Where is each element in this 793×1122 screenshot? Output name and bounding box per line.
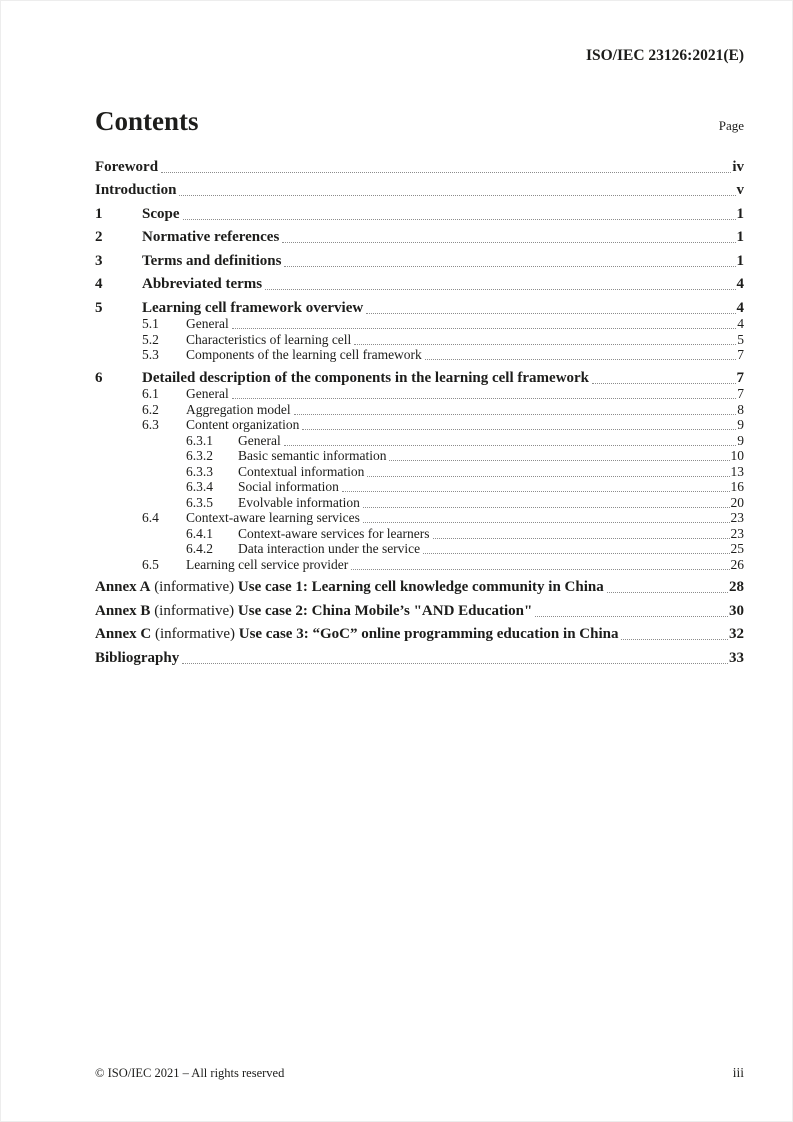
toc-entry-number: 6.3.4 bbox=[186, 479, 213, 494]
contents-header bbox=[95, 107, 744, 135]
toc-entry bbox=[95, 449, 744, 465]
toc-entry-title: Use case 2: China Mobile’s "AND Education" bbox=[237, 602, 533, 619]
contents-title: Contents bbox=[95, 106, 199, 136]
leader-dots bbox=[183, 219, 736, 220]
toc-entry-page: 26 bbox=[730, 556, 744, 572]
toc-entry-page: 9 bbox=[737, 417, 744, 432]
toc-entry-page: 4 bbox=[736, 299, 744, 316]
toc-entry-annex-id: Annex A bbox=[95, 579, 151, 595]
toc-entry-title: Learning cell framework overview bbox=[142, 299, 364, 316]
toc-entry-page: 23 bbox=[730, 525, 744, 541]
toc-entry-number: 6 bbox=[95, 369, 103, 386]
toc-entry-title: Contextual information bbox=[238, 463, 365, 479]
toc-entry-number: 6.3.3 bbox=[186, 463, 213, 479]
toc-entry bbox=[95, 231, 744, 247]
toc-entry-page: 7 bbox=[737, 386, 744, 401]
leader-dots bbox=[592, 383, 735, 384]
toc-entry-number: 6.2 bbox=[142, 401, 159, 417]
toc-entry-page: 10 bbox=[730, 448, 744, 463]
leader-dots bbox=[363, 522, 730, 523]
toc-entry-page: 13 bbox=[730, 463, 744, 479]
toc-entry-title: Learning cell service provider bbox=[186, 556, 349, 572]
toc-entry-page: 30 bbox=[729, 602, 744, 619]
toc-entry-title: Normative references bbox=[142, 229, 280, 245]
leader-dots bbox=[354, 344, 736, 345]
leader-dots bbox=[284, 266, 735, 267]
toc-entry-annex-kind: (informative) bbox=[151, 626, 239, 642]
leader-dots bbox=[535, 616, 728, 617]
page-column-label: Page bbox=[718, 118, 744, 133]
toc-entry bbox=[95, 371, 744, 387]
leader-dots bbox=[182, 663, 728, 664]
toc-entry-title: Components of the learning cell framework bbox=[186, 347, 422, 362]
leader-dots bbox=[282, 242, 735, 243]
leader-dots bbox=[433, 538, 730, 539]
toc-entry-page: 1 bbox=[736, 229, 744, 245]
toc-entry-title: General bbox=[186, 386, 229, 401]
leader-dots bbox=[302, 429, 736, 430]
toc-entry-page: 1 bbox=[736, 205, 744, 222]
leader-dots bbox=[425, 359, 736, 360]
toc-entry-annex-kind: (informative) bbox=[150, 579, 238, 595]
toc-entry-page: 28 bbox=[729, 579, 744, 595]
toc-entry-title: Social information bbox=[238, 479, 339, 494]
toc-entry-page: 4 bbox=[736, 276, 744, 292]
toc-entry bbox=[95, 332, 744, 348]
toc-entry-page: 4 bbox=[737, 316, 744, 331]
toc-entry-number: 6.1 bbox=[142, 386, 159, 401]
toc-entry-title: Terms and definitions bbox=[142, 252, 282, 269]
toc-entry bbox=[95, 464, 744, 480]
toc-entry bbox=[95, 348, 744, 364]
toc-entry bbox=[95, 651, 744, 667]
copyright-notice: © ISO/IEC 2021 – All rights reserved bbox=[95, 1066, 285, 1080]
toc-entry-title: Content organization bbox=[186, 417, 300, 432]
toc-entry-number: 4 bbox=[95, 276, 103, 292]
toc-entry-title: Bibliography bbox=[95, 649, 180, 666]
toc-entry-title: Use case 3: “GoC” online programming education in China bbox=[238, 626, 619, 642]
toc-entry-page: 7 bbox=[737, 347, 744, 362]
toc-entry-number: 3 bbox=[95, 252, 103, 269]
toc-entry bbox=[95, 317, 744, 333]
toc-entry-page: 9 bbox=[737, 432, 744, 448]
toc-entry-page: 5 bbox=[737, 331, 744, 347]
toc-entry-title: Basic semantic information bbox=[238, 448, 387, 463]
toc-entry-title: Detailed description of the components in the learning cell framework bbox=[142, 369, 590, 386]
toc-entry bbox=[95, 160, 744, 176]
toc-entry-title: General bbox=[238, 432, 281, 448]
toc-entry-title: Scope bbox=[142, 205, 180, 222]
toc-entry-number: 6.3.5 bbox=[186, 494, 213, 510]
toc-entry-number: 6.3.2 bbox=[186, 448, 213, 463]
toc-entry-title: Context-aware services for learners bbox=[238, 525, 430, 541]
document-reference: ISO/IEC 23126:2021(E) bbox=[585, 47, 744, 64]
toc-entry bbox=[95, 581, 744, 597]
toc-entry-number: 5 bbox=[95, 299, 103, 316]
toc-entry bbox=[95, 301, 744, 317]
leader-dots bbox=[284, 445, 737, 446]
toc-entry-title: General bbox=[186, 316, 229, 331]
toc-entry-page: 1 bbox=[736, 252, 744, 269]
leader-dots bbox=[232, 398, 737, 399]
leader-dots bbox=[294, 414, 737, 415]
toc-entry-number: 6.4 bbox=[142, 510, 159, 525]
toc-entry bbox=[95, 418, 744, 434]
toc-entry-number: 5.2 bbox=[142, 331, 159, 347]
toc-entry bbox=[95, 604, 744, 620]
toc-entry-title: Use case 1: Learning cell knowledge community in China bbox=[237, 579, 604, 595]
toc-entry-title: Introduction bbox=[95, 182, 177, 198]
toc-entry-page: 7 bbox=[736, 369, 744, 386]
toc-entry-title: Foreword bbox=[95, 158, 159, 175]
toc-entry bbox=[95, 433, 744, 449]
folio-page-number: iii bbox=[732, 1065, 744, 1080]
toc-entry bbox=[95, 254, 744, 270]
toc-entry-page: 23 bbox=[730, 510, 744, 525]
toc-entry bbox=[95, 526, 744, 542]
leader-dots bbox=[389, 460, 729, 461]
toc-entry bbox=[95, 511, 744, 527]
toc-entry-title: Aggregation model bbox=[186, 401, 291, 417]
leader-dots bbox=[265, 289, 735, 290]
toc-entry-page: 25 bbox=[730, 541, 744, 556]
toc-entry bbox=[95, 480, 744, 496]
toc-entry-title: Evolvable information bbox=[238, 494, 360, 510]
toc-entry-annex-id: Annex B bbox=[95, 602, 151, 619]
leader-dots bbox=[366, 313, 735, 314]
leader-dots bbox=[607, 592, 728, 593]
toc-entry-number: 6.3.1 bbox=[186, 432, 213, 448]
toc-entry-page: 16 bbox=[730, 479, 744, 494]
leader-dots bbox=[621, 639, 728, 640]
toc-entry-page: 20 bbox=[730, 494, 744, 510]
toc-entry-number: 6.5 bbox=[142, 556, 159, 572]
toc-entry-number: 1 bbox=[95, 205, 103, 222]
toc-entry bbox=[95, 184, 744, 200]
toc-entry-title: Data interaction under the service bbox=[238, 541, 421, 556]
leader-dots bbox=[363, 507, 730, 508]
leader-dots bbox=[232, 328, 737, 329]
page-footer bbox=[95, 1065, 744, 1081]
toc-entry-title: Context-aware learning services bbox=[186, 510, 360, 525]
toc-entry-title: Abbreviated terms bbox=[142, 276, 263, 292]
toc-entry-page: iv bbox=[732, 158, 744, 175]
toc-entry bbox=[95, 278, 744, 294]
toc-entry-number: 6.4.2 bbox=[186, 541, 213, 556]
toc-entry-page: 32 bbox=[729, 626, 744, 642]
toc-entry-number: 2 bbox=[95, 229, 103, 245]
toc-entry-annex-kind: (informative) bbox=[150, 602, 238, 619]
toc-entry-number: 5.3 bbox=[142, 347, 159, 362]
toc-entry-page: 8 bbox=[737, 401, 744, 417]
leader-dots bbox=[423, 553, 729, 554]
toc-entry-number: 5.1 bbox=[142, 316, 159, 331]
toc-entry bbox=[95, 495, 744, 511]
toc-entry-annex-id: Annex C bbox=[95, 626, 152, 642]
toc-entry bbox=[95, 542, 744, 558]
leader-dots bbox=[342, 491, 730, 492]
toc-entry bbox=[95, 557, 744, 573]
leader-dots bbox=[351, 569, 729, 570]
toc-entry bbox=[95, 402, 744, 418]
leader-dots bbox=[179, 195, 735, 196]
toc-list bbox=[95, 160, 744, 667]
leader-dots bbox=[367, 476, 729, 477]
toc-entry-page: v bbox=[736, 182, 744, 198]
leader-dots bbox=[161, 172, 731, 173]
toc-entry bbox=[95, 207, 744, 223]
toc-entry bbox=[95, 387, 744, 403]
toc-entry-number: 6.4.1 bbox=[186, 525, 213, 541]
toc-entry-number: 6.3 bbox=[142, 417, 159, 432]
toc-entry bbox=[95, 628, 744, 644]
toc-entry-title: Characteristics of learning cell bbox=[186, 331, 352, 347]
toc-entry-page: 33 bbox=[729, 649, 744, 666]
